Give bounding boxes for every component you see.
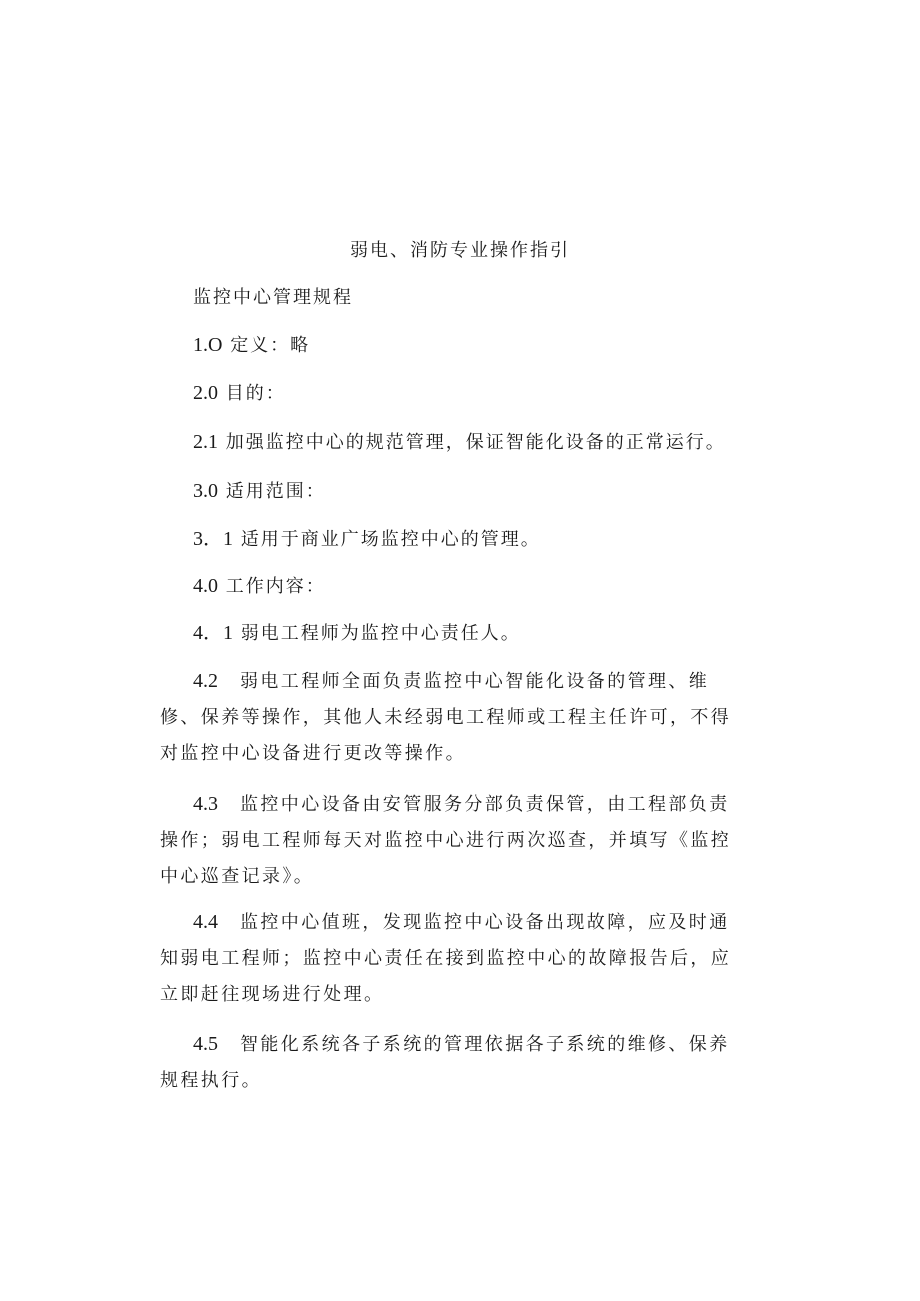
- clause-text: 工作内容：: [225, 576, 326, 597]
- clause-4-1: [193, 616, 521, 651]
- clause-text: 弱电工程师全面负责监控中心智能化设备的管理、维修、保养等操作，其他人未经弱电工程师或工程主任许可，不得对监控中心设备进行更改等操作。: [160, 671, 732, 764]
- clause-text: 目的：: [225, 383, 286, 404]
- clause-text: 适用范围：: [225, 481, 326, 502]
- clause-number: 3.0: [193, 480, 218, 502]
- section-title: 监控中心管理规程: [193, 287, 353, 308]
- clause-text: 适用于商业广场监控中心的管理。: [240, 529, 541, 550]
- clause-number: 2.0: [193, 382, 218, 404]
- clause-3-0: [193, 474, 326, 509]
- clause-number: 3．1: [193, 528, 233, 550]
- clause-4-2: [160, 663, 744, 772]
- clause-4-0: [193, 569, 326, 604]
- clause-2-1: [193, 425, 726, 460]
- clause-number: 4.0: [193, 575, 218, 597]
- clause-number: 4.5: [193, 1033, 218, 1055]
- clause-text: 智能化系统各子系统的管理依据各子系统的维修、保养规程执行。: [160, 1034, 730, 1091]
- clause-text: 监控中心设备由安管服务分部负责保管，由工程部负责操作；弱电工程师每天对监控中心进行两次巡查，并填写《监控中心巡查记录》。: [160, 794, 732, 887]
- clause-4-5: [160, 1026, 744, 1099]
- clause-number: 2.1: [193, 431, 218, 453]
- clause-4-4: [160, 904, 744, 1013]
- clause-number: 4.4: [193, 911, 218, 933]
- clause-number: 1.O: [193, 334, 223, 356]
- clause-text: 定义：略: [230, 335, 311, 356]
- document-title: 弱电、消防专业操作指引: [350, 240, 570, 261]
- clause-text: 弱电工程师为监控中心责任人。: [240, 623, 521, 644]
- clause-number: 4．1: [193, 622, 233, 644]
- clause-text: 监控中心值班，发现监控中心设备出现故障，应及时通知弱电工程师；监控中心责任在接到监控中心的故障报告后，应立即赶往现场进行处理。: [160, 912, 732, 1005]
- clause-4-3: [160, 786, 744, 895]
- clause-3-1: [193, 522, 541, 557]
- clause-2-0: [193, 376, 286, 411]
- clause-1-0: [193, 328, 310, 363]
- clause-text: 加强监控中心的规范管理，保证智能化设备的正常运行。: [225, 432, 726, 453]
- clause-number: 4.3: [193, 793, 218, 815]
- clause-number: 4.2: [193, 670, 218, 692]
